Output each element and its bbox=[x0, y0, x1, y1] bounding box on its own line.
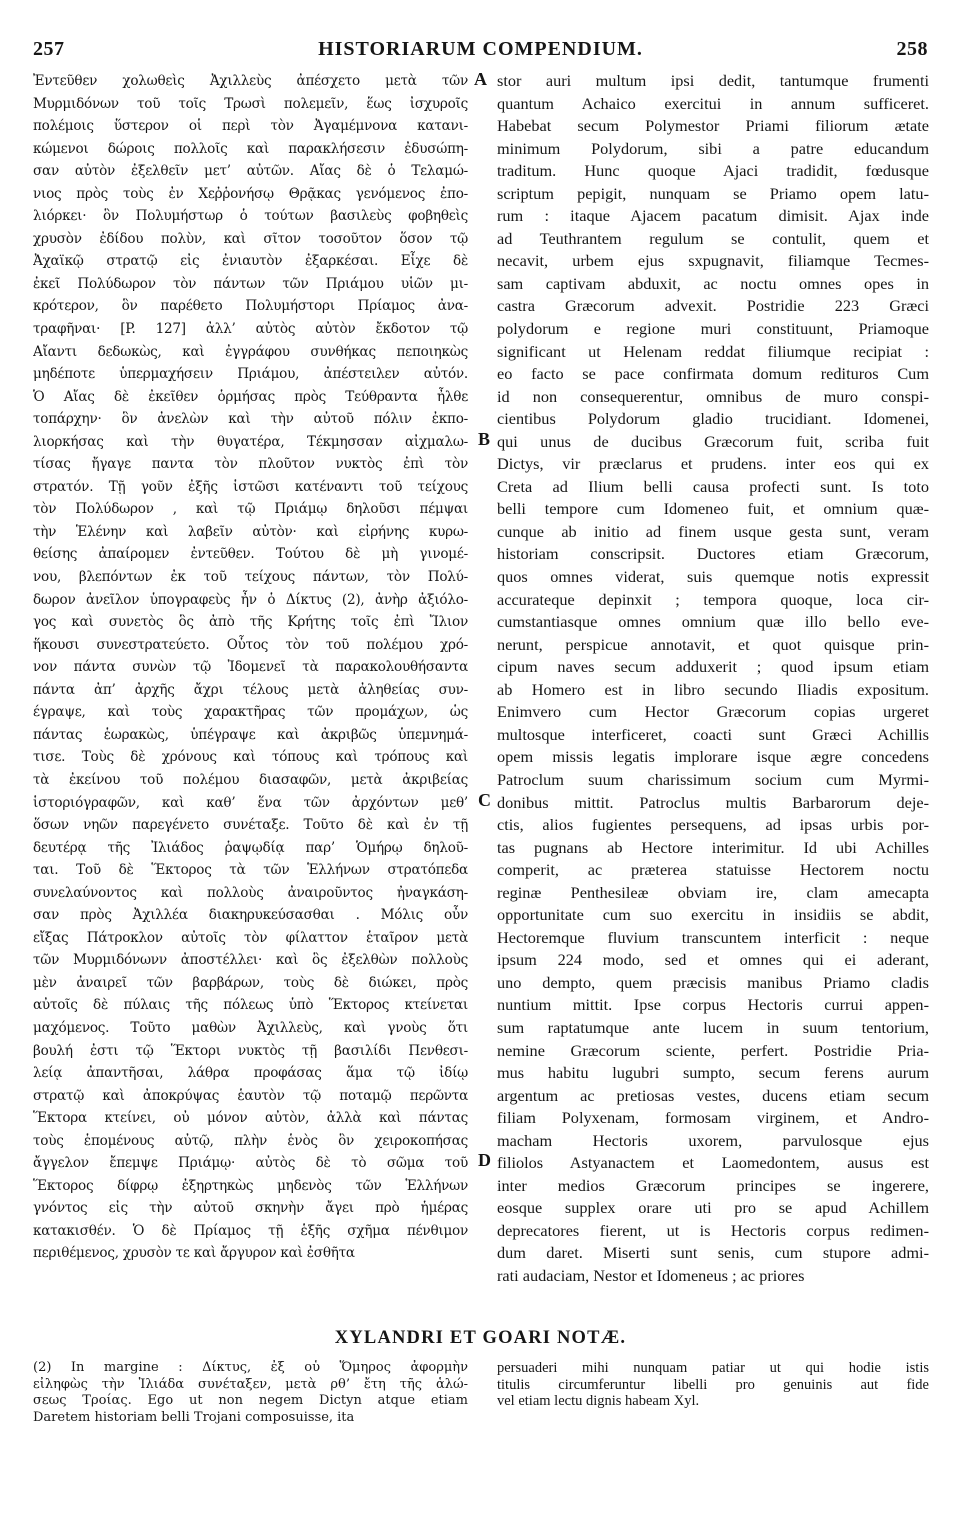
greek-text-line: στρατῷ καὶ ἀποκρύψας ἑαυτὸν τῷ ποταμῷ περῶντα bbox=[33, 1087, 468, 1104]
latin-text-line: nerunt, perspicue annotavit, et quot quisque prin- bbox=[497, 634, 929, 654]
greek-text-line: χρυσὸν ἐδίδου πολὺν, καὶ σῖτον τοσοῦτον ὅσον τῷ bbox=[33, 230, 468, 247]
greek-text-line: περιθέμενος, χρυσὸν τε καὶ ἄργυρον καὶ ἐσθῆτα bbox=[33, 1245, 355, 1262]
greek-text-line: Ἕκτορα κτείνει, οὐ μόνον αὐτὸν, ἀλλὰ καὶ πάντας bbox=[33, 1110, 468, 1127]
latin-text-line: id non consequerentur, omnibus de muro conspi- bbox=[497, 386, 929, 406]
latin-text-line: accurateque depinxit ; tempora quoque, loca cir- bbox=[497, 589, 929, 609]
latin-text-line: mus habitu lugubri sumpto, secum ferens aurum bbox=[497, 1063, 929, 1083]
latin-text-line: reginæ Penthesileæ obviam ire, clam amecapta bbox=[497, 882, 929, 902]
latin-text-line: multosque interficeret, coacti sunt Græci Achillis bbox=[497, 724, 929, 744]
greek-text-line: τίσας ἤγαγε παντα τὸν πλοῦτον νυκτὸς ἐπὶ τὸν bbox=[33, 456, 468, 473]
latin-text-line: qui unus de ducibus Græcorum fuit, scriba fuit bbox=[497, 431, 929, 451]
latin-text-line: Habebat secum Polymestor Priami filiorum ætate bbox=[497, 116, 929, 136]
greek-text-line: δευτέρᾳ τῆς Ἰλιάδος ῥαψῳδίᾳ παρ’ Ὁμήρῳ δηλοῦ- bbox=[33, 839, 468, 856]
latin-text-line: minimum Polydorum, sibi a patre educandum bbox=[497, 138, 929, 158]
latin-text-line: scriptum pepigit, nunquam se Priamo opem latu- bbox=[497, 183, 929, 203]
section-marker-c: C bbox=[478, 790, 491, 810]
note-line: εἰληφὼς τὴν Ἰλιάδα συνέταξεν, μετὰ ρθ’ ἔτη τῆς ἁλώ- bbox=[33, 1376, 468, 1392]
greek-text-line: πάντα ἀπ’ ἀρχῆς ἄχρι τέλους μετὰ ἀληθείας συν- bbox=[33, 681, 468, 698]
latin-text-line: filiolos Astyanactem et Laomedontem, ausus est bbox=[497, 1153, 929, 1173]
latin-text-line: ad Teuthrantem regulum se contulit, quem et bbox=[497, 228, 929, 248]
notes-left-column bbox=[33, 1360, 468, 1426]
latin-text-line: significant ut Helenam reddat filiumque recipiat : bbox=[497, 341, 929, 361]
latin-text-line: cunque ab initio ad finem usque gesta sunt, veram bbox=[497, 521, 929, 541]
greek-text-line: νον πάντα συνὼν τῷ Ἰδομενεῖ τὰ παρακολουθήσαντα bbox=[33, 659, 468, 676]
greek-text-line: ται. Τοῦ δὲ Ἕκτορος τὰ τῶν Ἑλλήνων στρατόπεδα bbox=[33, 862, 468, 879]
greek-text-line: γνόντος εἰς τὴν αὐτοῦ σκηνὴν ἄγει πρὸ ἡμέρας bbox=[33, 1200, 468, 1217]
note-line: vel etiam lectu dignis habeam Xyl. bbox=[497, 1393, 700, 1409]
latin-text-line: inter medios Græcorum principes se ingerere, bbox=[497, 1175, 929, 1195]
latin-text-line: castra Græcorum advexit. Postridie 223 Græci bbox=[497, 296, 929, 316]
greek-text-line: βουλή ἐστι τῷ Ἕκτορι νυκτὸς τῇ βασιλίδι Πενθεσι- bbox=[33, 1042, 468, 1059]
greek-text-line: αὐτοῖς δὲ πύλαις τῆς πόλεως ὑπὸ Ἕκτορος κτείνεται bbox=[33, 997, 468, 1014]
greek-text-line: Αἴαντι δεδωκὼς, καὶ ἐγγράφου συνθήκας πεποιηκὼς bbox=[33, 343, 468, 360]
page-number-right: 258 bbox=[896, 38, 928, 60]
greek-text-line: τὴν Ἑλένην καὶ λαβεῖν αὐτὸν· καὶ εἰρήνης κυρω- bbox=[33, 523, 468, 540]
latin-text-line: quantum Achaico exercitui in annum sufficeret. bbox=[497, 93, 929, 113]
latin-text-line: belli tempore cum Idomeneo fuit, et omnium quæ- bbox=[497, 499, 929, 519]
latin-text-line: Enimvero cum Hector Græcorum copias urgeret bbox=[497, 702, 929, 722]
running-title: HISTORIARUM COMPENDIUM. bbox=[318, 38, 643, 60]
latin-text-line: stor auri multum ipsi dedit, tantumque frumenti bbox=[497, 71, 929, 90]
greek-text-line: λιόρκει· ὃν Πολυμήστωρ ὁ τούτων βασιλεὺς φοβηθεὶς bbox=[33, 208, 468, 225]
greek-text-line: δωρον ἀνεῖλον ὑπογραφεὺς ἦν ὁ Δίκτυς (2), ἀνὴρ ἀξιόλο- bbox=[33, 591, 468, 608]
latin-text-line: ab Homero est in libro secundo Iliadis expositum. bbox=[497, 679, 929, 699]
latin-text-line: opportunitate cum suo exercitu in insidiis se abdit, bbox=[497, 905, 929, 925]
greek-text-line: τισε. Τοὺς δὲ χρόνους καὶ τόπους καὶ τρόπους καὶ bbox=[33, 749, 468, 766]
latin-text-line: eo facto se pace confirmata domum redituros Cum bbox=[497, 364, 929, 384]
latin-text-line: traditum. Hunc quoque Ajaci tradidit, fœdusque bbox=[497, 161, 929, 181]
note-line: (2) In margine : Δίκτυς, ἐξ οὗ Ὅμηρος ἀφορμὴν bbox=[33, 1360, 468, 1375]
latin-text-line: rati audaciam, Nestor et Idomeneus ; ac priores bbox=[497, 1265, 805, 1285]
greek-text-line: κρότερον, ὃν παρέθετο Πολυμήστορι Πρίαμος ἀνα- bbox=[33, 298, 468, 315]
latin-text-line: ipsum 224 modo, sed et omnes qui ei aderant, bbox=[497, 950, 929, 970]
greek-text-line: ἱστοριόγραφῶν, καὶ καθ’ ἕνα τῶν ἀρχόντων μεθ’ bbox=[33, 794, 468, 811]
running-header bbox=[33, 38, 928, 62]
greek-text-line: κώμενοι δώροις πολλοῖς καὶ παρακλήσεσιν ἐδυσώπη- bbox=[33, 140, 468, 157]
latin-text-line: uno dempto, quem præcisis manibus Priamo cladis bbox=[497, 972, 929, 992]
note-line: persuaderi mihi nunquam patiar ut qui hodie istis bbox=[497, 1360, 929, 1376]
greek-text-line: συνελαύνοντος καὶ πολλοὺς ἀναιροῦντος ἠναγκάση- bbox=[33, 884, 468, 901]
greek-text-line: Ἀχαϊκῷ στρατῷ εἰς ἐνιαυτὸν ἐξαρκέσαι. Εἶχε δὲ bbox=[33, 253, 468, 270]
latin-text-line: macham Hectoris uxorem, parvulosque ejus bbox=[497, 1130, 929, 1150]
latin-text-line: dum daret. Miserti sunt senis, cum stupore admi- bbox=[497, 1243, 929, 1263]
greek-text-line: ὅσων νηῶν παρεγένετο συνέταξε. Τοῦτο δὲ καὶ ἐν τῇ bbox=[33, 817, 468, 834]
section-marker-d: D bbox=[478, 1150, 491, 1170]
greek-text-line: Ἕκτορος δίφρῳ ἐξηρτηκὼς μηδενὸς τῶν Ἑλλήνων bbox=[33, 1177, 468, 1194]
greek-text-line: ἄγγελον ἔπεμψε Πριάμῳ· αὐτὸς δὲ τὸ σῶμα τοῦ bbox=[33, 1155, 468, 1172]
greek-text-line: εἴξας Πάτροκλον αὐτοῖς τὸν φίλαττον ἑταῖρον μετὰ bbox=[33, 929, 468, 946]
notes-heading: XYLANDRI ET GOARI NOTÆ. bbox=[334, 1328, 627, 1348]
latin-text-line: rum : itaque Ajacem pacatum dimisit. Ajax inde bbox=[497, 206, 929, 226]
greek-text-line: λείᾳ ἀπαντῆσαι, λάθρα προφάσας ἅμα τῷ ἰδίῳ bbox=[33, 1065, 468, 1082]
latin-text-column bbox=[497, 70, 929, 1288]
latin-text-line: necavit, urbem ejus sxpugnavit, filiamque Tecmes- bbox=[497, 251, 929, 271]
latin-text-line: Creta ad Ilium belli causa profecti sunt. Is toto bbox=[497, 476, 929, 496]
latin-text-line: comperit, ac præterea statuisse Hectorem noctu bbox=[497, 860, 929, 880]
section-marker-b: B bbox=[478, 429, 491, 449]
latin-text-line: argentum ac pretiosas vestes, ducens etiam secum bbox=[497, 1085, 929, 1105]
latin-text-line: donibus mittit. Patroclus multis Barbarorum deje- bbox=[497, 792, 929, 812]
greek-text-line: τραφῆναι· [P. 127] ἀλλ’ αὐτὸς αὐτὸν ἔκδοτον τῷ bbox=[33, 321, 468, 338]
greek-text-line: γος καὶ συνετὸς ὃς ἀπὸ τῆς Κρήτης τοῖς ἐπὶ Ἴλιον bbox=[33, 614, 468, 631]
greek-text-line: ἐκεῖ Πολύδωρον τὸν πάντων τῶν Πριάμου υἱῶν μι- bbox=[33, 275, 468, 292]
latin-text-line: filiam Polyxenam, formosam virginem, et Andro- bbox=[497, 1108, 929, 1128]
greek-text-line: θείσης ἀπαίρομεν ἐντεῦθεν. Τούτου δὲ μὴ γινομέ- bbox=[33, 546, 468, 563]
greek-text-line: τοπάρχην· ὃν ἀνελὼν καὶ τὴν αὐτοῦ πόλιν ἐκπο- bbox=[33, 411, 468, 428]
greek-text-line: τὰ ἐκείνου τοῦ πολέμου διασαφῶν, μετὰ ἀκριβείας bbox=[33, 771, 468, 788]
greek-text-line: ἥκουσι συνεστρατεύετο. Οὗτος τὸν τοῦ πολέμου χρό- bbox=[33, 636, 468, 653]
latin-text-line: nemine Græcorum sciente, perfert. Postridie Pria- bbox=[497, 1040, 929, 1060]
latin-text-line: cumstantiasque omnes omnium quæ illo bello eve- bbox=[497, 612, 929, 632]
greek-text-line: κατακισθέν. Ὁ δὲ Πρίαμος τῇ ἑξῆς σχῆμα πένθιμον bbox=[33, 1222, 468, 1239]
greek-text-line: Ἐντεῦθεν χολωθεὶς Ἀχιλλεὺς ἀπέσχετο μετὰ τῶν bbox=[33, 73, 468, 89]
greek-text-line: στρατόν. Τῇ γοῦν ἐξῆς ἱστῶσι κατέναντι τοῦ τείχους bbox=[33, 478, 468, 495]
greek-text-line: πολέμοις ὕστερον οἱ περὶ τὸν Ἀγαμέμνονα κατανι- bbox=[33, 118, 468, 135]
greek-text-line: τοὺς ἑπομένους αὐτῷ, πλὴν ἑνὸς ὃν χειροκοπήσας bbox=[33, 1132, 468, 1149]
latin-text-line: sum raptatumque ante lucem in suum tentorium, bbox=[497, 1017, 929, 1037]
latin-text-line: opem missis legatis implorare isque ægre concedens bbox=[497, 747, 929, 767]
latin-text-line: cientibus Polydorum gladio trucidiant. Idomenei, bbox=[497, 409, 929, 429]
latin-text-line: historiam conscripsit. Ductores etiam Græcorum, bbox=[497, 544, 929, 564]
latin-text-line: Hectoremque fluvium transcuntem interficit : neque bbox=[497, 927, 929, 947]
greek-text-column bbox=[33, 70, 468, 1265]
notes-right-column bbox=[497, 1360, 929, 1410]
greek-text-line: τὸν Πολύδωρον , καὶ τῷ Πριάμῳ δηλοῦσι πέμψαι bbox=[33, 501, 468, 518]
greek-text-line: πάντας ἑωρακὼς, ὑπέγραψε καὶ ἀκριβῶς ὑπεμνημά- bbox=[33, 726, 468, 743]
latin-text-line: Dictys, vir præclarus et prudens. inter eos qui ex bbox=[497, 454, 929, 474]
greek-text-line: μηδέποτε ὑπερμαχήσειν Πριάμου, ἀπέστειλεν αὐτόν. bbox=[33, 366, 468, 383]
greek-text-line: τῶν Μυρμιδόνωνν ἀποστέλλει· καὶ ὃς ἐξελθὼν πολλοὺς bbox=[33, 952, 468, 969]
latin-text-line: polydorum e regione muri constituunt, Priamoque bbox=[497, 319, 929, 339]
note-line: σεως Τροίας. Ego ut non negem Dictyn atque etiam bbox=[33, 1393, 468, 1408]
greek-text-line: νου, βλεπόντων ἐκ τοῦ τείχους πάντων, τὸν Πολύ- bbox=[33, 569, 468, 586]
greek-text-line: έγραψε, καὶ τοὺς χαρακτῆρας τῶν προμάχων, ὡς bbox=[33, 704, 468, 721]
greek-text-line: σαν πρὸς Ἀχιλλέα διακηρυκεύσασθαι . Μόλις οὖν bbox=[33, 907, 468, 924]
greek-text-line: Ὁ Αἴας δὲ ἐκεῖθεν ὁρμήσας πρὸς Τεύθραντα ἦλθε bbox=[33, 388, 468, 405]
note-line: Daretem historiam belli Trojani composuisse, ita bbox=[33, 1409, 355, 1425]
greek-text-line: μαχόμενος. Τοῦτο μαθὼν Ἀχιλλεὺς, καὶ γνοὺς ὅτι bbox=[33, 1019, 468, 1036]
latin-text-line: cipum naves secum adduxerit ; quod ipsum etiam bbox=[497, 657, 929, 677]
greek-text-line: σαν αὐτὸν ἐξελθεῖν μετ’ αὐτῶν. Αἴας δὲ ὁ Τελαμώ- bbox=[33, 163, 468, 180]
latin-text-line: eosque supplex orare uti pro se apud Achillem bbox=[497, 1198, 929, 1218]
latin-text-line: quos omnes viderat, suis quemque notis expressit bbox=[497, 567, 929, 587]
latin-text-line: nuntium mittit. Ipse corpus Hectoris currui appen- bbox=[497, 995, 929, 1015]
note-line: titulis circumferuntur libelli pro genuinis aut fide bbox=[497, 1376, 929, 1393]
greek-text-line: μὲν ἀναιρεῖ τῶν βαρβάρων, τοὺς δὲ διώκει, πρὸς bbox=[33, 974, 468, 991]
latin-text-line: sam captivam abduxit, ac noctu omnes opes in bbox=[497, 273, 929, 293]
latin-text-line: tas pugnans ab Hectore interimitur. Id ubi Achilles bbox=[497, 837, 929, 857]
page-number-left: 257 bbox=[33, 38, 65, 60]
section-marker-a: A bbox=[474, 69, 487, 89]
latin-text-line: Patroclum suum charissimum socium cum Myrmi- bbox=[497, 769, 929, 789]
latin-text-line: deprecatores fierent, ut is Hectoris corpus redimen- bbox=[497, 1220, 929, 1240]
latin-text-line: ctis, alios fugientes persequens, ad ipsas urbis por- bbox=[497, 815, 929, 835]
greek-text-line: Μυρμιδόνων τοῦ τοῖς Τρωσὶ πολεμεῖν, ἕως ἰσχυροῖς bbox=[33, 95, 468, 112]
greek-text-line: λιορκήσας καὶ τὴν θυγατέρα, Τέκμησσαν αἰχμαλω- bbox=[33, 433, 468, 450]
greek-text-line: νιος πρὸς τοὺς ἐν Χεῤῥονήσῳ Θρᾷκας γενόμενος ἐπο- bbox=[33, 185, 468, 202]
